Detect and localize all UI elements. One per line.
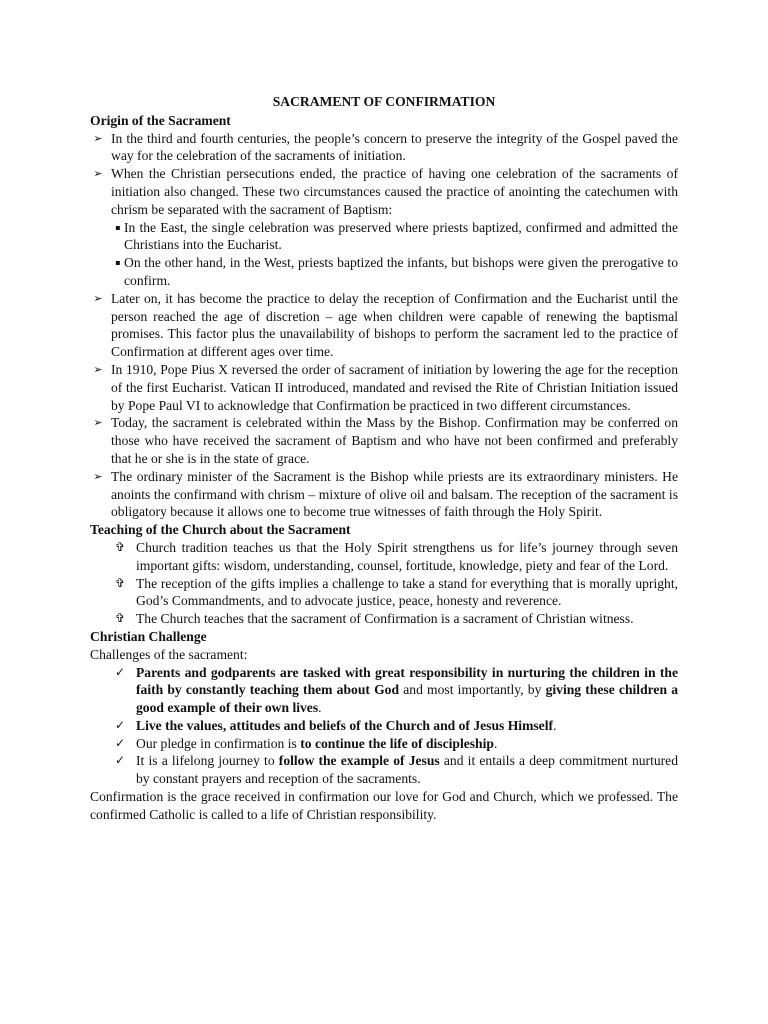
bold-text: giving these children a good example of their own lives — [136, 682, 678, 716]
list-item — [90, 130, 678, 166]
list-item-text: Later on, it has become the practice to delay the reception of Confirmation and the Eucharist until the person reached the age of discretion – age when children were capable of renewing the baptismal promises. This factor plus the unavailability of bishops to perform the sacrament led to the practice of Confirmation at different ages over time. — [111, 290, 678, 360]
list-item — [90, 290, 678, 361]
list-item — [90, 254, 678, 290]
square-bullet-icon: ▪ — [115, 258, 121, 268]
check-mark-icon: ✓ — [114, 717, 126, 732]
bold-text: to continue the life of discipleship — [300, 735, 494, 751]
list-item — [90, 165, 678, 218]
list-item-text: On the other hand, in the West, priests baptized the infants, but bishops were given the prerogative to confirm. — [124, 255, 678, 288]
list-item-text: In 1910, Pope Pius X reversed the order of sacrament of initiation by lowering the age for the reception of the first Eucharist. Vatican II introduced, mandated and revised the Rite of Christian Initiation issued by Pope Paul VI to acknowledge that Confirmation be practiced in two different circumstances. — [111, 361, 678, 413]
list-item — [90, 414, 678, 467]
cross-bullet-icon: ✞ — [114, 539, 126, 554]
challenge-list — [90, 664, 678, 789]
arrow-bullet-icon: ➢ — [93, 291, 103, 305]
list-item-text: . — [493, 735, 498, 751]
list-item — [90, 575, 678, 611]
section-heading-teaching: Teaching of the Church about the Sacrament — [90, 522, 351, 538]
list-item-text: The reception of the gifts implies a challenge to take a stand for everything that is morally upright, God’s Commandments, and to advocate justice, peace, honesty and reverence. — [136, 575, 678, 609]
challenge-intro: Challenges of the sacrament: — [90, 646, 248, 662]
arrow-bullet-icon: ➢ — [93, 416, 103, 430]
arrow-bullet-icon: ➢ — [93, 167, 103, 181]
origin-list — [90, 130, 678, 522]
list-item — [90, 735, 678, 753]
list-item — [90, 664, 678, 717]
bold-text: Live the values, attitudes and beliefs of the Church and of Jesus Himself — [136, 717, 554, 733]
list-item-text: Our pledge in confirmation is — [136, 735, 301, 751]
list-item-text: . — [553, 717, 557, 733]
list-item-text: When the Christian persecutions ended, the practice of having one celebration of the sacraments of initiation also changed. These two circumstances caused the practice of anointing the catechumen with chrism be separated with the sacrament of Baptism: — [111, 166, 678, 217]
closing-paragraph: Confirmation is the grace received in confirmation our love for God and Church, which we professed. The confirmed Catholic is called to a life of Christian responsibility. — [90, 789, 678, 822]
list-item-text: and it entails a deep commitment nurtured by constant prayers and reception of the sacraments. — [136, 753, 678, 787]
square-bullet-icon: ▪ — [115, 222, 121, 232]
list-item-text: The Church teaches that the sacrament of Confirmation is a sacrament of Christian witness. — [136, 611, 634, 627]
list-item — [90, 752, 678, 788]
list-item-text: In the third and fourth centuries, the people’s concern to preserve the integrity of the Gospel paved the way for the celebration of the sacraments of initiation. — [111, 130, 678, 164]
bold-text: follow the example of Jesus — [278, 753, 440, 769]
list-item — [90, 610, 678, 628]
list-item — [90, 539, 678, 575]
bold-text: Parents and godparents are tasked with great responsibility in nurturing the children in the faith by constantly teaching them about God — [136, 664, 678, 698]
list-item — [90, 361, 678, 414]
cross-bullet-icon: ✞ — [114, 575, 126, 590]
check-mark-icon: ✓ — [114, 664, 126, 679]
list-item-text: The ordinary minister of the Sacrament is the Bishop while priests are its extraordinary ministers. He anoints the confirmand with chrism – mixture of olive oil and balsam. The reception of the sacrament is obligatory because it allows one to become true witnesses of faith through the Holy Spirit. — [111, 468, 678, 520]
arrow-bullet-icon: ➢ — [93, 131, 103, 145]
check-mark-icon: ✓ — [114, 753, 126, 768]
arrow-bullet-icon: ➢ — [93, 362, 103, 376]
list-item-text: and most importantly, by — [399, 682, 546, 698]
check-mark-icon: ✓ — [114, 735, 126, 750]
teaching-list — [90, 539, 678, 628]
list-item-text: Church tradition teaches us that the Holy Spirit strengthens us for life’s journey through seven important gifts: wisdom, understanding, counsel, fortitude, knowledge, piety and fear of the Lord. — [136, 539, 678, 573]
list-item-text: . — [318, 700, 322, 716]
list-item — [90, 717, 678, 735]
list-item — [90, 468, 678, 521]
cross-bullet-icon: ✞ — [114, 611, 126, 626]
arrow-bullet-icon: ➢ — [93, 469, 103, 483]
list-item — [90, 219, 678, 255]
list-item-text: It is a lifelong journey to — [136, 753, 279, 769]
section-heading-origin: Origin of the Sacrament — [90, 112, 231, 128]
document-title: SACRAMENT OF CONFIRMATION — [272, 94, 496, 109]
section-heading-challenge: Christian Challenge — [90, 628, 207, 644]
list-item-text: In the East, the single celebration was preserved where priests baptized, confirmed and admitted the Christians into the Eucharist. — [124, 219, 678, 253]
list-item-text: Today, the sacrament is celebrated within the Mass by the Bishop. Confirmation may be conferred on those who have received the sacrament of Baptism and who have not been confirmed and preferably that he or she is in the state of grace. — [111, 415, 678, 466]
